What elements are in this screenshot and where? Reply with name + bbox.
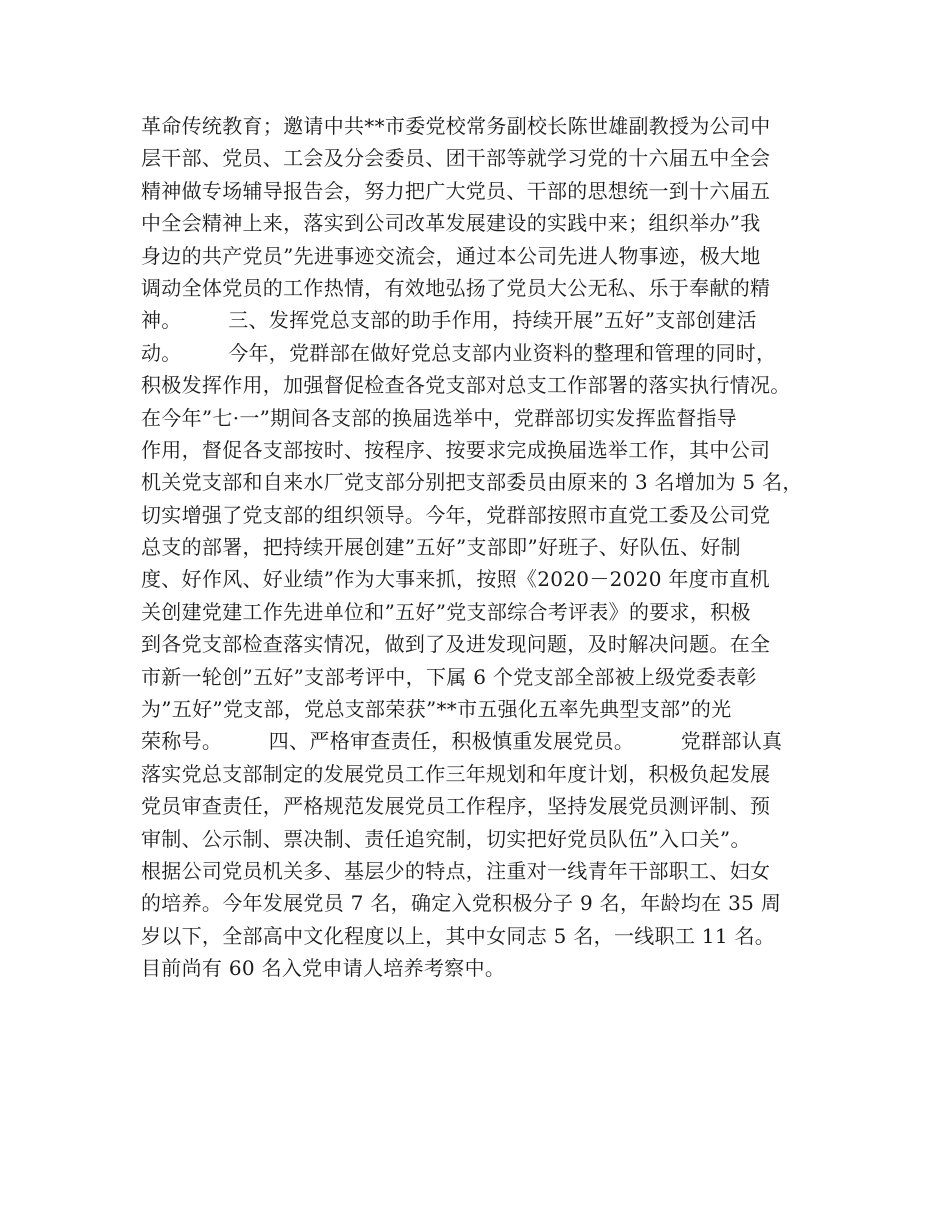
text-line: 作用，督促各支部按时、按程序、按要求完成换届选举工作，其中公司	[141, 437, 771, 462]
text-line: 积极发挥作用，加强督促检查各党支部对总支工作部署的落实执行情况。	[141, 373, 791, 398]
text-line: 关创建党建工作先进单位和”五好”党支部综合考评表》的要求，积极	[141, 599, 751, 624]
text-line: 根据公司党员机关多、基层少的特点，注重对一线青年干部职工、妇女	[141, 858, 771, 883]
body-text	[141, 110, 821, 985]
text-line: 度、好作风、好业绩”作为大事来抓，按照《2020－2020 年度市直机	[141, 567, 770, 592]
text-line: 市新一轮创”五好”支部考评中，下属 6 个党支部全部被上级党委表彰	[141, 664, 757, 689]
text-line: 目前尚有 60 名入党申请人培养考察中。	[141, 956, 506, 981]
text-line: 落实党总支部制定的发展党员工作三年规划和年度计划，积极负起发展	[141, 761, 771, 786]
text-line: 岁以下，全部高中文化程度以上，其中女同志 5 名，一线职工 11 名。	[141, 923, 776, 948]
text-line: 到各党支部检查落实情况，做到了及进发现问题，及时解决问题。在全	[141, 632, 771, 657]
text-line: 层干部、党员、工会及分会委员、团干部等就学习党的十六届五中全会	[141, 146, 771, 171]
text-line: 机关党支部和自来水厂党支部分别把支部委员由原来的 3 名增加为 5 名，	[141, 470, 803, 495]
text-line: 革命传统教育；邀请中共**市委党校常务副校长陈世雄副教授为公司中	[141, 114, 771, 138]
text-line: 审制、公示制、票决制、责任追究制，切实把好党员队伍”入口关”。	[141, 826, 751, 851]
text-line: 切实增强了党支部的组织领导。今年，党群部按照市直党工委及公司党	[141, 502, 771, 527]
text-line: 精神做专场辅导报告会，努力把广大党员、干部的思想统一到十六届五	[141, 178, 771, 203]
text-line: 荣称号。 四、严格审查责任，积极慎重发展党员。 党群部认真	[141, 729, 783, 754]
text-line: 总支的部署，把持续开展创建”五好”支部即”好班子、好队伍、好制	[141, 535, 741, 560]
text-line: 中全会精神上来，落实到公司改革发展建设的实践中来；组织举办”我	[141, 211, 761, 236]
text-line: 调动全体党员的工作热情，有效地弘扬了党员大公无私、乐于奉献的精	[141, 275, 771, 300]
text-line: 为”五好”党支部，党总支部荣获”**市五强化五率先典型支部”的光	[141, 697, 732, 722]
text-line: 党员审查责任，严格规范发展党员工作程序，坚持发展党员测评制、预	[141, 794, 771, 819]
text-line: 神。 三、发挥党总支部的助手作用，持续开展”五好”支部创建活	[141, 308, 757, 333]
text-line: 在今年”七·一”期间各支部的换届选举中，党群部切实发挥监督指导	[141, 405, 738, 430]
text-line: 身边的共产党员”先进事迹交流会，通过本公司先进人物事迹，极大地	[141, 243, 761, 268]
text-line: 动。 今年，党群部在做好党总支部内业资料的整理和管理的同时，	[141, 340, 777, 365]
text-line: 的培养。今年发展党员 7 名，确定入党积极分子 9 名，年龄均在 35 周	[141, 891, 782, 916]
